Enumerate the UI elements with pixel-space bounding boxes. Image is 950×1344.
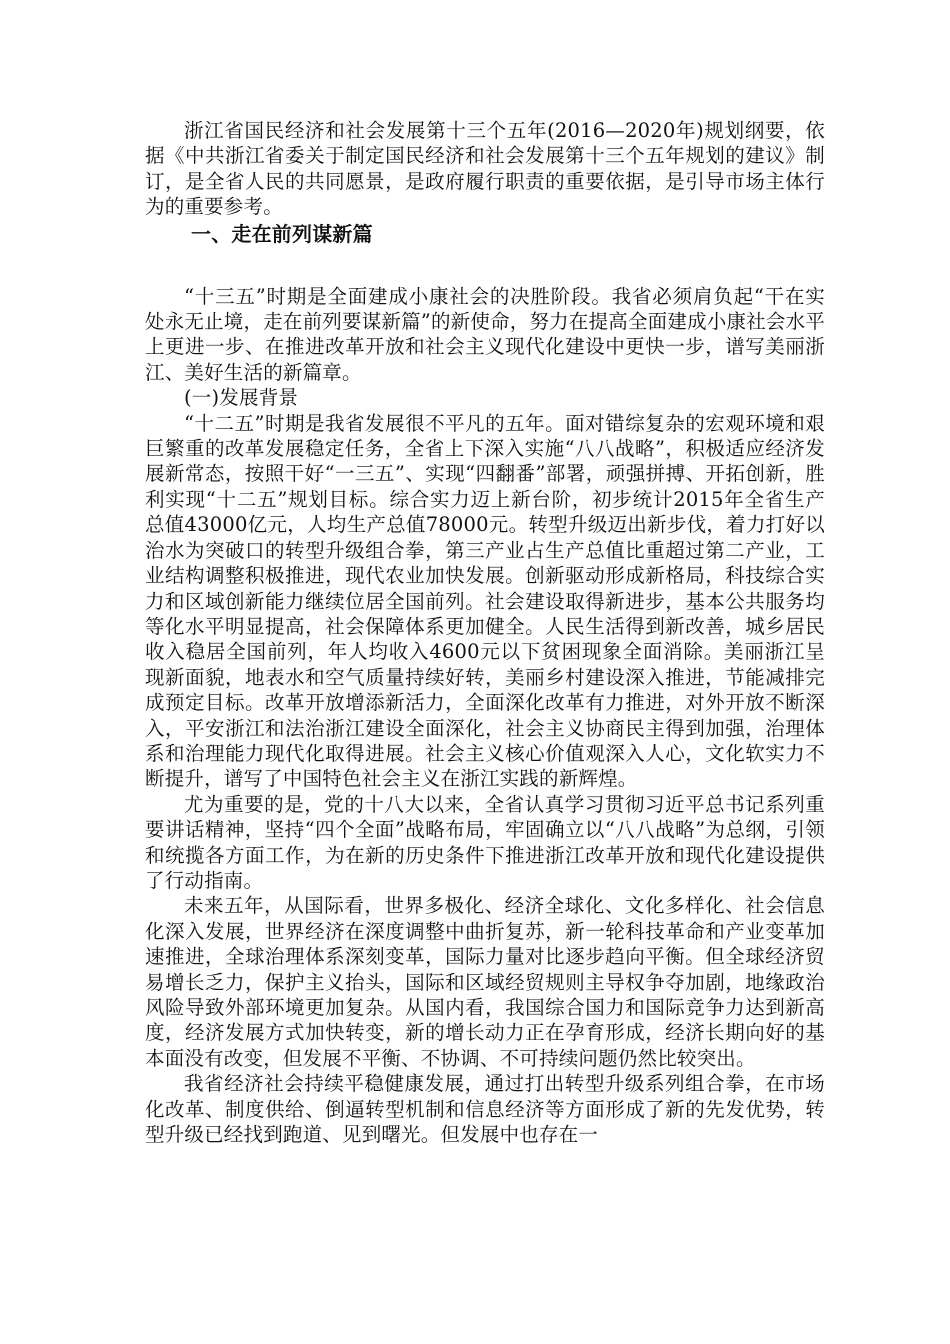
section-heading: 一、走在前列谋新篇 xyxy=(191,221,373,246)
section-intro-paragraph: “十三五”时期是全面建成小康社会的决胜阶段。我省必须肩负起“干在实处永无止境，走在前列要谋新篇”的新使命，努力在提高全面建成小康社会水平上更进一步、在推进改革开放和社会主义现代化建设中更快一步，谱写美丽浙江、美好生活的新篇章。 xyxy=(145,284,825,384)
review-paragraph: “十二五”时期是我省发展很不平凡的五年。面对错综复杂的宏观环境和艰巨繁重的改革发展稳定任务，全省上下深入实施“八八战略”，积极适应经济发展新常态，按照干好“一三五”、实现“四翻番”部署，顽强拼搏、开拓创新，胜利实现“十二五”规划目标。综合实力迈上新台阶，初步统计2015年全省生产总值43000亿元，人均生产总值78000元。转型升级迈出新步伐，着力打好以治水为突破口的转型升级组合拳，第三产业占生产总值比重超过第二产业，工业结构调整积极推进，现代农业加快发展。创新驱动形成新格局，科技综合实力和区域创新能力继续位居全国前列。社会建设取得新进步，基本公共服务均等化水平明显提高，社会保障体系更加健全。人民生活得到新改善，城乡居民收入稳居全国前列，年人均收入4600元以下贫困现象全面消除。美丽浙江呈现新面貌，地表水和空气质量持续好转，美丽乡村建设深入推进，节能减排完成预定目标。改革开放增添新活力，全面深化改革有力推进，对外开放不断深入，平安浙江和法治浙江建设全面深化，社会主义协商民主得到加强，治理体系和治理能力现代化取得进展。社会主义核心价值观深入人心，文化软实力不断提升，谱写了中国特色社会主义在浙江实践的新辉煌。 xyxy=(145,411,825,791)
document-page xyxy=(145,118,825,1147)
province-paragraph: 我省经济社会持续平稳健康发展，通过打出转型升级系列组合拳，在市场化改革、制度供给、倒逼转型机制和信息经济等方面形成了新的先发优势，转型升级已经找到跑道、见到曙光。但发展中也存在一 xyxy=(145,1072,825,1147)
section-spacer xyxy=(145,248,825,284)
future-paragraph: 未来五年，从国际看，世界多极化、经济全球化、文化多样化、社会信息化深入发展，世界经济在深度调整中曲折复苏，新一轮科技革命和产业变革加速推进，全球治理体系深刻变革，国际力量对比逐步趋向平衡。但全球经济贸易增长乏力，保护主义抬头，国际和区域经贸规则主导权争夺加剧，地缘政治风险导致外部环境更加复杂。从国内看，我国综合国力和国际竞争力达到新高度，经济发展方式加快转变，新的增长动力正在孕育形成，经济长期向好的基本面没有改变，但发展不平衡、不协调、不可持续问题仍然比较突出。 xyxy=(145,894,825,1070)
intro-paragraph: 浙江省国民经济和社会发展第十三个五年(2016—2020年)规划纲要，依据《中共浙江省委关于制定国民经济和社会发展第十三个五年规划的建议》制订，是全省人民的共同愿景，是政府履行职责的重要依据，是引导市场主体行为的重要参考。 xyxy=(145,119,825,219)
subsection-heading: (一)发展背景 xyxy=(184,386,299,410)
importance-paragraph: 尤为重要的是，党的十八大以来，全省认真学习贯彻习近平总书记系列重要讲话精神，坚持“四个全面”战略布局，牢固确立以“八八战略”为总纲，引领和统揽各方面工作，为在新的历史条件下推进浙江改革开放和现代化建设提供了行动指南。 xyxy=(145,792,825,892)
